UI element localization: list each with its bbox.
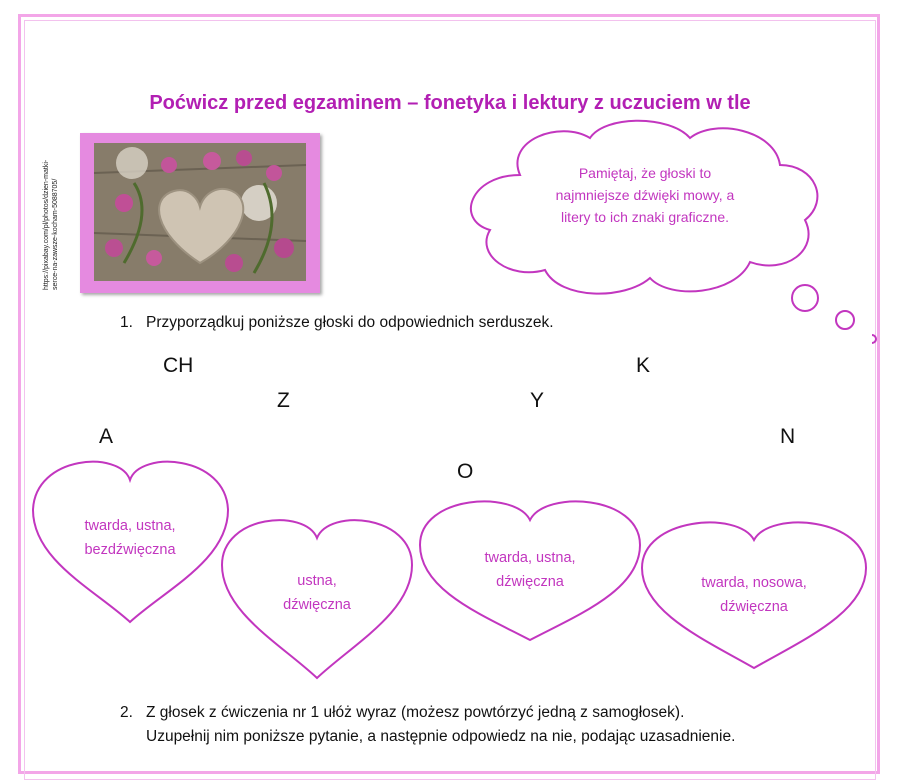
heart-4-line2: dźwięczna [720, 599, 788, 615]
heart-4-label [669, 571, 839, 619]
heart-2-label [242, 569, 392, 617]
cloud-note-line3: litery to ich znaki graficzne. [560, 209, 730, 225]
task-2-number: 2. [120, 704, 133, 721]
heart-1-label [55, 514, 205, 562]
heart-3-line2: dźwięczna [496, 574, 564, 590]
letter-ch[interactable]: CH [163, 354, 194, 377]
heart-1-line2: bezdźwięczna [84, 542, 176, 558]
heart-3-line1: twarda, ustna, [484, 550, 576, 566]
task-2-line1: Z głosek z ćwiczenia nr 1 ułóż wyraz (możesz powtórzyć jedną z samogłosek). [146, 704, 685, 721]
task-1-number: 1. [120, 314, 133, 331]
cloud-note-line2: najmniejsze dźwięki mowy, a [555, 187, 735, 203]
task-1-text: Przyporządkuj poniższe głoski do odpowiednich serduszek. [146, 314, 554, 331]
task-2 [120, 701, 735, 749]
letter-k[interactable]: K [636, 354, 651, 377]
letter-n[interactable]: N [780, 425, 796, 448]
task-2-line2: Uzupełnij nim poniższe pytanie, a następnie odpowiedz na nie, podając uzasadnienie. [146, 728, 736, 745]
worksheet-title: Poćwicz przed egzaminem – fonetyka i lektury z uczuciem w tle [149, 92, 751, 114]
cloud-note-line1: Pamiętaj, że głoski to [578, 165, 712, 181]
letter-o[interactable]: O [457, 460, 474, 483]
heart-2-line2: dźwięczna [283, 597, 351, 613]
letter-y[interactable]: Y [530, 389, 545, 412]
heart-2-line1: ustna, [297, 573, 337, 589]
heart-3-label [445, 546, 615, 594]
heart-1-line1: twarda, ustna, [84, 518, 176, 534]
letter-a[interactable]: A [99, 425, 114, 448]
heart-4-line1: twarda, nosowa, [701, 575, 807, 591]
letter-z[interactable]: Z [277, 389, 290, 412]
image-source-url[interactable]: https://pixabay.com/pl/photos/dzien-matki-serce-na-zawsze-kocham-5088705/ [43, 159, 59, 290]
